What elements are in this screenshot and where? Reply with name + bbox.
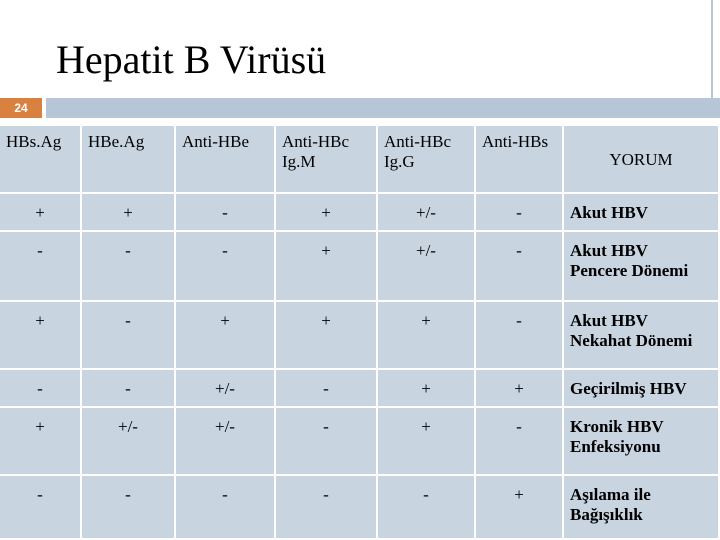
header-label [88,132,174,152]
cell-anti-hbc-igg [378,194,474,230]
marker-value: + [421,311,431,330]
header-label [282,132,376,172]
marker-value: + [35,311,45,330]
cell-anti-hbc-igg [378,232,474,300]
marker-value: - [125,241,131,260]
cell-hbeag [82,476,174,538]
marker-value: +/- [416,241,436,260]
cell-anti-hbc-igm [276,408,376,474]
cell-yorum [564,302,718,368]
cell-anti-hbe [176,194,274,230]
header-label [384,132,474,172]
cell-hbeag [82,232,174,300]
marker-value: - [323,485,329,504]
cell-anti-hbs [476,370,562,406]
comment-text-line: Bağışıklık [570,505,643,524]
cell-yorum [564,408,718,474]
marker-value: +/- [118,417,138,436]
cell-anti-hbc-igg [378,408,474,474]
cell-anti-hbc-igg [378,302,474,368]
marker-value: - [516,311,522,330]
header-text-line: Ig.M [282,152,316,171]
comment-text-line: Akut HBV [570,203,648,222]
cell-anti-hbc-igm [276,476,376,538]
marker-value: - [423,485,429,504]
comment-text-line: Kronik HBV [570,417,664,436]
header-anti-hbs [476,126,562,192]
cell-anti-hbs [476,194,562,230]
marker-value: +/- [215,417,235,436]
cell-yorum [564,232,718,300]
header-anti-hbc-igg [378,126,474,192]
marker-value: +/- [416,203,436,222]
marker-value: - [516,203,522,222]
header-label [609,150,672,170]
marker-value: + [421,379,431,398]
marker-value: - [125,485,131,504]
marker-value: - [516,417,522,436]
cell-yorum [564,370,718,406]
marker-value: - [516,241,522,260]
header-text-line: YORUM [609,150,673,169]
cell-anti-hbs [476,476,562,538]
marker-value: - [125,311,131,330]
marker-value: - [323,417,329,436]
cell-hbsag [0,370,80,406]
cell-hbsag [0,408,80,474]
cell-hbeag [82,302,174,368]
header-hbsag [0,126,80,192]
cell-anti-hbc-igm [276,232,376,300]
header-label [182,132,274,152]
cell-hbsag [0,232,80,300]
cell-hbsag [0,476,80,538]
header-anti-hbc-igm [276,126,376,192]
marker-value: - [222,203,228,222]
header-text-line: HBs.Ag [6,132,62,151]
marker-value: +/- [215,379,235,398]
comment-text-line: Enfeksiyonu [570,437,661,456]
cell-anti-hbs [476,232,562,300]
cell-anti-hbe [176,476,274,538]
cell-anti-hbe [176,302,274,368]
cell-anti-hbe [176,370,274,406]
cell-hbsag [0,302,80,368]
marker-value: - [37,379,43,398]
header-label [482,132,562,152]
marker-value: + [35,203,45,222]
marker-value: - [37,241,43,260]
header-yorum [564,126,718,192]
cell-anti-hbs [476,302,562,368]
right-accent-line [711,0,713,118]
marker-value: - [323,379,329,398]
marker-value: - [125,379,131,398]
cell-anti-hbc-igg [378,370,474,406]
header-text-line: Anti-HBc [282,132,350,151]
header-hbeag [82,126,174,192]
comment-text-line: Akut HBV [570,241,648,260]
page-title: Hepatit B Virüsü [56,37,327,82]
cell-anti-hbs [476,408,562,474]
marker-value: - [222,241,228,260]
header-divider-bar [46,98,720,118]
marker-value: - [222,485,228,504]
comment-text-line: Geçirilmiş HBV [570,379,687,398]
cell-anti-hbe [176,232,274,300]
header-text-line: Ig.G [384,152,415,171]
marker-value: + [321,241,331,260]
cell-hbeag [82,370,174,406]
cell-anti-hbc-igm [276,302,376,368]
header-label [6,132,80,152]
header-anti-hbe [176,126,274,192]
marker-value: + [123,203,133,222]
cell-hbsag [0,194,80,230]
header-text-line: Anti-HBs [482,132,549,151]
cell-anti-hbc-igg [378,476,474,538]
marker-value: + [514,379,524,398]
header-text-line: HBe.Ag [88,132,145,151]
comment-text-line: Nekahat Dönemi [570,331,693,350]
cell-yorum [564,194,718,230]
cell-anti-hbc-igm [276,370,376,406]
marker-value: + [514,485,524,504]
cell-hbeag [82,408,174,474]
comment-text-line: Aşılama ile [570,485,651,504]
cell-anti-hbe [176,408,274,474]
comment-text-line: Pencere Dönemi [570,261,689,280]
marker-value: + [421,417,431,436]
marker-value: + [35,417,45,436]
header-text-line: Anti-HBe [182,132,250,151]
page-number-badge: 24 [0,98,42,118]
marker-value: - [37,485,43,504]
marker-value: + [321,311,331,330]
cell-yorum [564,476,718,538]
cell-anti-hbc-igm [276,194,376,230]
header-text-line: Anti-HBc [384,132,452,151]
marker-value: + [321,203,331,222]
marker-value: + [220,311,230,330]
cell-hbeag [82,194,174,230]
comment-text-line: Akut HBV [570,311,648,330]
